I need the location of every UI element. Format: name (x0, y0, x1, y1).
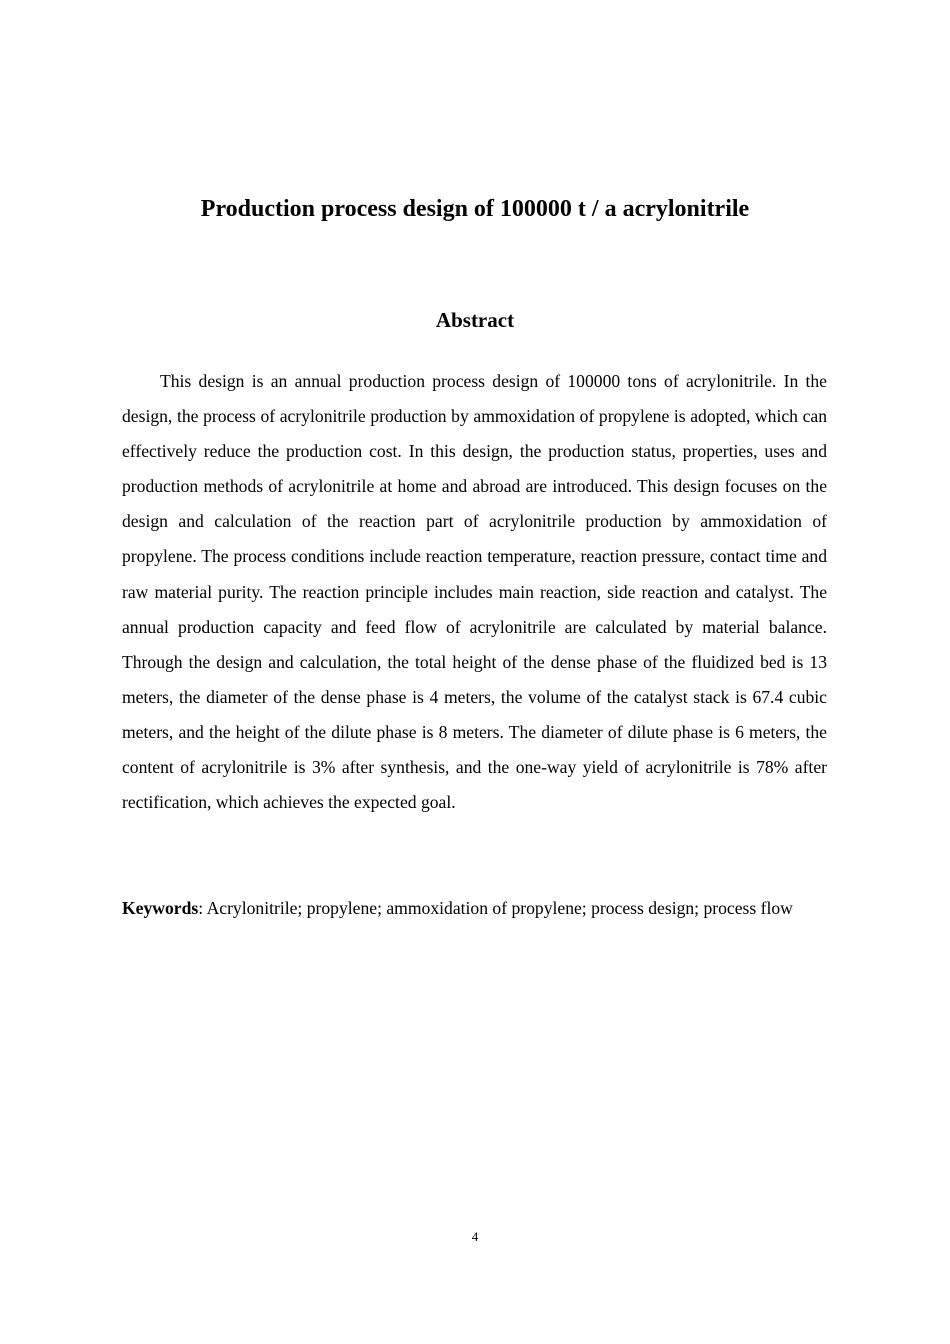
abstract-paragraph: This design is an annual production process design of 100000 tons of acrylonitrile. In the design, the process of acrylonitrile production by ammoxidation of propylene is adopted, which can effectively reduce the production cost. In this design, the production status, properties, uses and production methods of acrylonitrile at home and abroad are introduced. This design focuses on the design and calculation of the reaction part of acrylonitrile production by ammoxidation of propylene. The process conditions include reaction temperature, reaction pressure, contact time and raw material purity. The reaction principle includes main reaction, side reaction and catalyst. The annual production capacity and feed flow of acrylonitrile are calculated by material balance. Through the design and calculation, the total height of the dense phase of the fluidized bed is 13 meters, the diameter of the dense phase is 4 meters, the volume of the catalyst stack is 67.4 cubic meters, and the height of the dilute phase is 8 meters. The diameter of dilute phase is 6 meters, the content of acrylonitrile is 3% after synthesis, and the one-way yield of acrylonitrile is 78% after rectification, which achieves the expected goal. (122, 371, 827, 813)
abstract-heading: Abstract (435, 308, 515, 332)
document-title: Production process design of 100000 t / a acrylonitrile (200, 196, 750, 222)
keywords-text: Acrylonitrile; propylene; ammoxidation of propylene; process design; process flow (206, 898, 793, 918)
keywords-separator: : (198, 898, 207, 918)
keywords-line (122, 891, 827, 926)
page-number: 4 (471, 1229, 479, 1244)
keywords-label: Keywords (122, 898, 199, 918)
